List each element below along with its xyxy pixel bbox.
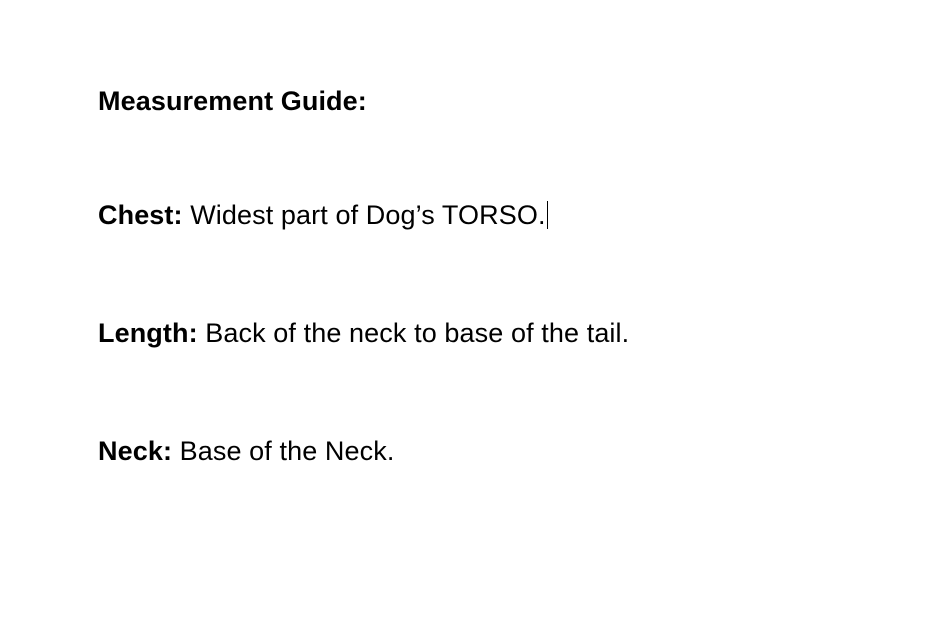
entry-label-chest: Chest: — [98, 200, 191, 231]
measurement-entry-neck — [98, 436, 942, 467]
page-title — [98, 86, 942, 117]
page-title-text: Measurement Guide: — [98, 86, 367, 116]
entry-label-neck: Neck: — [98, 436, 180, 467]
entry-text-neck: Base of the Neck. — [179, 436, 395, 467]
entry-label-length: Length: — [98, 318, 206, 349]
measurement-entry-chest — [98, 200, 942, 231]
text-cursor — [547, 201, 548, 229]
measurement-entry-length — [98, 318, 942, 349]
entry-text-chest: Widest part of Dog’s TORSO. — [190, 200, 546, 231]
entry-text-length: Back of the neck to base of the tail. — [205, 318, 630, 349]
spacer — [98, 349, 942, 436]
spacer — [98, 117, 942, 200]
spacer — [98, 231, 942, 318]
